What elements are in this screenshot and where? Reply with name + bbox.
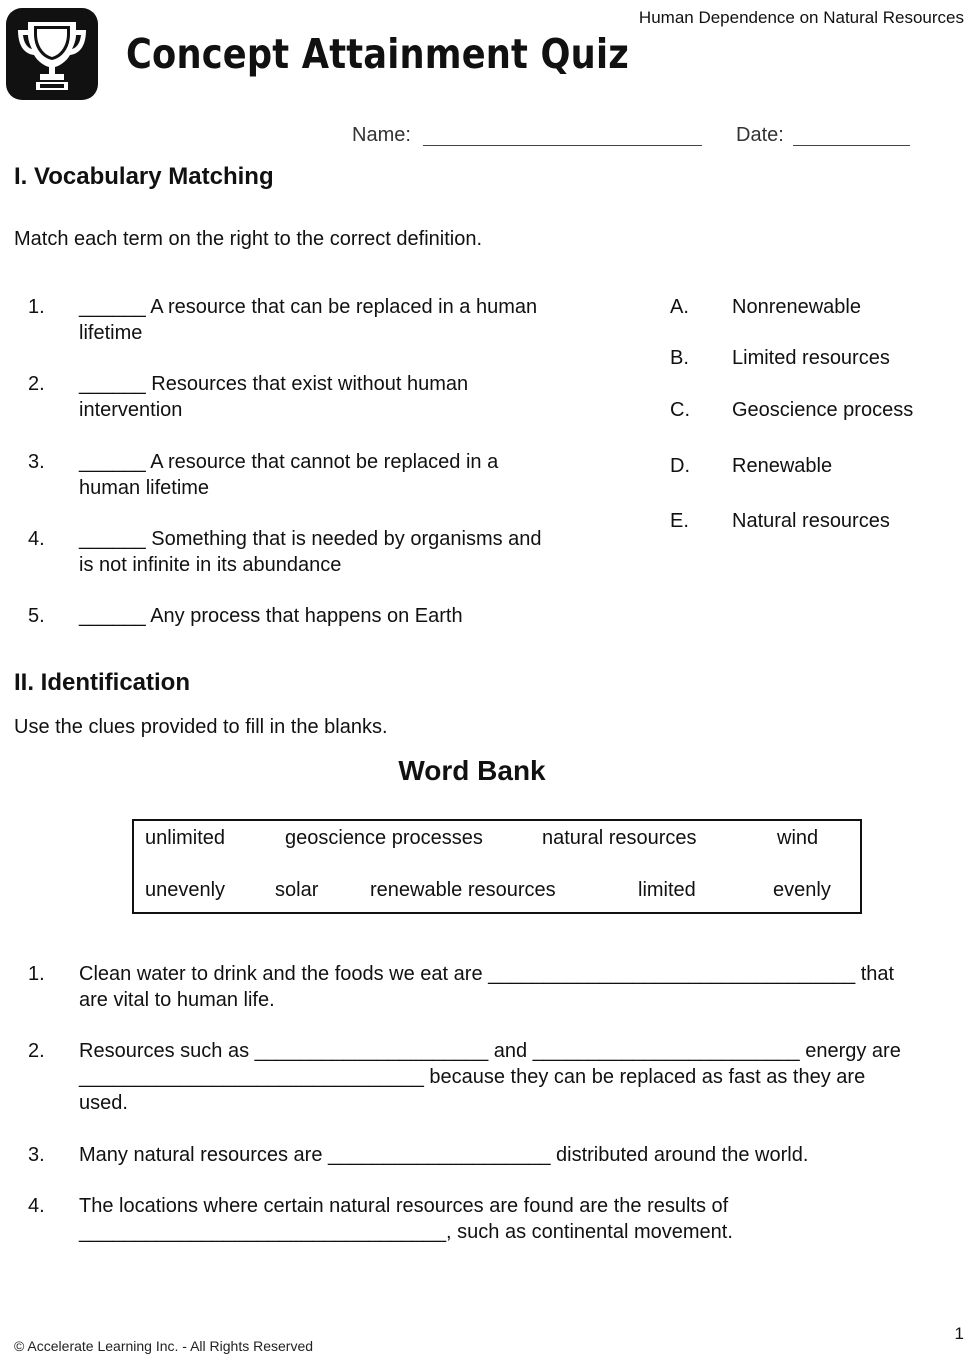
option-letter: A. bbox=[670, 296, 689, 318]
option-text: Nonrenewable bbox=[732, 296, 861, 318]
question-line: lifetime bbox=[79, 322, 143, 344]
question-line: The locations where certain natural resources are found are the results of bbox=[79, 1195, 729, 1217]
question-line: Clean water to drink and the foods we eat are _________________________________ that bbox=[79, 963, 895, 985]
question-number: 3. bbox=[28, 451, 45, 473]
word-bank-term: unlimited bbox=[145, 827, 226, 849]
matching-question bbox=[79, 294, 537, 346]
section-vocabulary-title: I. Vocabulary Matching bbox=[14, 163, 274, 190]
question-line: are vital to human life. bbox=[79, 989, 275, 1011]
option-text: Geoscience process bbox=[732, 399, 914, 421]
question-line: ______ A resource that can be replaced in a human bbox=[79, 296, 538, 318]
question-line: is not infinite in its abundance bbox=[79, 554, 342, 576]
word-bank-term: evenly bbox=[773, 879, 831, 901]
option-letter: B. bbox=[670, 347, 689, 369]
question-line: _______________________________ because they can be replaced as fast as they are bbox=[79, 1066, 866, 1088]
word-bank-term: solar bbox=[275, 879, 319, 901]
question-number: 4. bbox=[28, 1195, 45, 1217]
name-label: Name: bbox=[352, 124, 411, 146]
section-identification-title: II. Identification bbox=[14, 669, 191, 696]
question-number: 1. bbox=[28, 963, 45, 985]
question-number: 5. bbox=[28, 605, 45, 627]
question-line: _________________________________, such as continental movement. bbox=[79, 1221, 733, 1243]
question-line: human lifetime bbox=[79, 477, 210, 499]
section-vocabulary-instructions: Match each term on the right to the correct definition. bbox=[14, 228, 483, 250]
identification-question bbox=[79, 1142, 808, 1168]
matching-question bbox=[79, 371, 468, 423]
word-bank-term: natural resources bbox=[542, 827, 697, 849]
question-line: ______ Something that is needed by organisms and bbox=[79, 528, 542, 550]
section-identification-instructions: Use the clues provided to fill in the blanks. bbox=[14, 716, 388, 738]
identification-question bbox=[79, 1193, 733, 1245]
question-number: 2. bbox=[28, 1040, 45, 1062]
question-line: used. bbox=[79, 1092, 128, 1114]
word-bank-term: renewable resources bbox=[370, 879, 556, 901]
identification-question bbox=[79, 961, 894, 1013]
page-title: Concept Attainment Quiz bbox=[126, 30, 629, 78]
option-letter: D. bbox=[670, 455, 690, 477]
question-line: ______ A resource that cannot be replaced in a bbox=[79, 451, 499, 473]
option-text: Natural resources bbox=[732, 510, 890, 532]
option-letter: E. bbox=[670, 510, 689, 532]
question-line: Many natural resources are ____________________ distributed around the world. bbox=[79, 1144, 809, 1166]
word-bank-term: wind bbox=[777, 827, 819, 849]
question-number: 2. bbox=[28, 373, 45, 395]
date-label: Date: bbox=[736, 124, 784, 146]
word-bank-term: unevenly bbox=[145, 879, 226, 901]
word-bank-term: geoscience processes bbox=[285, 827, 483, 849]
matching-question bbox=[79, 449, 498, 501]
word-bank-title: Word Bank bbox=[398, 755, 546, 786]
option-text: Limited resources bbox=[732, 347, 890, 369]
option-text: Renewable bbox=[732, 455, 833, 477]
name-field[interactable] bbox=[423, 145, 702, 146]
option-letter: C. bbox=[670, 399, 690, 421]
question-line: intervention bbox=[79, 399, 183, 421]
question-line: ______ Any process that happens on Earth bbox=[79, 605, 463, 627]
question-number: 1. bbox=[28, 296, 45, 318]
date-field[interactable] bbox=[793, 145, 910, 146]
copyright-footer: © Accelerate Learning Inc. - All Rights Reserved bbox=[14, 1338, 314, 1354]
page-number: 1 bbox=[954, 1324, 964, 1343]
question-number: 4. bbox=[28, 528, 45, 550]
identification-question bbox=[79, 1038, 901, 1116]
matching-question bbox=[79, 603, 463, 629]
trophy-icon bbox=[6, 8, 98, 100]
question-line: Resources such as _____________________ and ________________________ energy are bbox=[79, 1040, 901, 1062]
question-number: 3. bbox=[28, 1144, 45, 1166]
subject-title: Human Dependence on Natural Resources bbox=[638, 8, 964, 27]
matching-question bbox=[79, 526, 542, 578]
question-line: ______ Resources that exist without human bbox=[79, 373, 469, 395]
word-bank-term: limited bbox=[638, 879, 696, 901]
